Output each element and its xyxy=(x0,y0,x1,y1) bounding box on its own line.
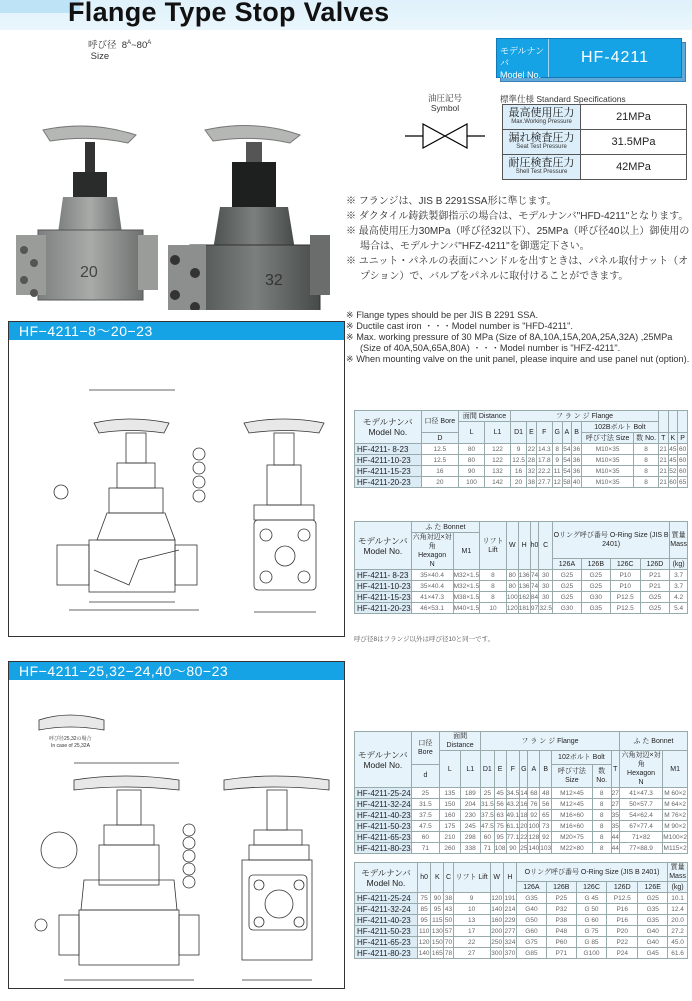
dimension-table-flange-large: モデルナンバ Model No. 口径 Bore 面間 Distance フ ラ ン ジ Flange ふ た Bonnet L L1 D1 E F G A B 102ボルト Bolt T 六角対辺×対角 Hexagon N M1 d 呼び寸法 Size 数 No. HF-4211-25-24 25 135 189 25 45 34.5 14 68 48 M12×45 8 27 41×47.3 M 60×2 HF-4211-32-24 31.5 150 204 31.5 56 43.2 16 76 56 M12×45 8 27 50×57.7 M 64×2 HF-4211-40-23 37.5 160 230 37.5 63 49.1 18 92 65 M16×60 8 35 54×62.4 M 76×2 HF-4211-50-23 47.5 175 245 47.5 75 61.1 20 100 73 M16×60 8 35 67×77.4 M 90×2 HF-4211-65-23 60 210 298 60 95 77.1 22 128 92 M20×75 8 44 71×82 M100×2 HF-4211-80-23 71 260 338 71 108 90 25 140 103 M22×80 8 44 77×88.9 M115×2 xyxy=(354,731,688,854)
svg-text:32: 32 xyxy=(265,272,283,289)
drawing-panel-large xyxy=(8,661,345,989)
table-row: HF-4211-65-23 60 210 298 60 95 77.1 22 128 92 M20×75 8 44 71×82 M100×2 xyxy=(355,832,688,843)
table-row: HF-4211-20-23 46×53.1 M40×1.5 10 120 181 97 32.5 G30 G35 P12.5 G25 5.4 xyxy=(355,603,688,614)
hydraulic-symbol xyxy=(405,93,485,151)
dimension-table-bonnet-small: モデルナンバ Model No. ふ た Bonnet リフト Lift W H h0 C Oリング呼び番号 O-Ring Size (JIS B 2401) 質量 Mass 六角対辺×対角 Hexagon N M1 126A 126B 126C 126D (kg) HF-4211- 8-23 35×40.4 M32×1.5 8 80 136 74 30 G25 G25 P10 P21 3.7 HF-4211-10-23 35×40.4 M32×1.5 8 80 136 74 30 G25 G25 P10 P21 3.7 HF-4211-15-23 41×47.3 M38×1.5 8 100 162 84 30 G25 G30 P12.5 G25 4.2 HF-4211-20-23 46×53.1 M40×1.5 10 120 181 97 32.5 G30 G35 P12.5 G25 5.4 xyxy=(354,521,688,614)
table-row: HF-4211-80-23 140 165 78 27 300 370 G85 P71 G100 P24 G45 61.6 xyxy=(355,948,688,959)
dimension-table-bonnet-large: モデルナンバ Model No. h0 K C リフト Lift W H Oリング呼び番号 O-Ring Size (JIS B 2401) 質量 Mass 126A 126B 126C 126D 126E (kg) HF-4211-25-24 75 90 38 9 120 191 G35 P25 G 45 P12.5 G25 10.1 HF-4211-32-24 85 95 43 10 140 214 G40 P32 G 50 P16 G35 12.4 HF-4211-40-23 95 115 50 13 160 229 G50 P38 G 60 P16 G35 20.0 HF-4211-50-23 110 130 57 17 200 277 G60 P48 G 75 P20 G40 27.2 HF-4211-65-23 120 150 70 22 250 324 G75 P60 G 85 P22 G40 45.0 HF-4211-80-23 140 165 78 27 300 370 G85 P71 G100 P24 G45 61.6 xyxy=(354,862,688,959)
stop-valve-symbol-icon xyxy=(405,121,485,151)
symbol-label-en: Symbol xyxy=(430,103,460,113)
size-label xyxy=(88,38,151,62)
symbol-label-jp: 油圧記号 xyxy=(427,93,462,103)
table-row: HF-4211-15-23 41×47.3 M38×1.5 8 100 162 84 30 G25 G30 P12.5 G25 4.2 xyxy=(355,592,688,603)
table-footnote: 呼び径8はフランジ以外は呼び径10と同一です。 xyxy=(354,636,495,643)
valve-drawing-large xyxy=(9,680,344,988)
table-row: HF-4211-25-24 25 135 189 25 45 34.5 14 68 48 M12×45 8 27 41×47.3 M 60×2 xyxy=(355,788,688,799)
svg-text:20: 20 xyxy=(80,264,98,281)
table-row: HF-4211-32-24 31.5 150 204 31.5 56 43.2 16 76 56 M12×45 8 27 50×57.7 M 64×2 xyxy=(355,799,688,810)
spec-title: 標準仕様 Standard Specifications xyxy=(500,94,626,104)
panel-title: HF−4211−8〜20−23 xyxy=(9,322,344,340)
size-label-jp: 呼び径 xyxy=(88,40,117,52)
size-label-en: Size xyxy=(90,51,110,63)
valve-drawing-small xyxy=(9,340,344,636)
spec-row: 耐圧検査圧力 Shell Test Pressure 42MPa xyxy=(503,155,687,180)
model-number-box xyxy=(496,38,686,82)
model-value: HF-4211 xyxy=(580,49,650,66)
table-row: HF-4211-50-23 110 130 57 17 200 277 G60 P48 G 75 P20 G40 27.2 xyxy=(355,926,688,937)
table-row: HF-4211-65-23 120 150 70 22 250 324 G75 P60 G 85 P22 G40 45.0 xyxy=(355,937,688,948)
table-row: HF-4211-20-23 20 100 142 20 38 27.7 12 58 40 M10×35 8 21 60 65 xyxy=(355,477,688,488)
svg-text:呼び径25,32の場合: 呼び径25,32の場合 xyxy=(49,736,92,742)
table-row: HF-4211-32-24 85 95 43 10 140 214 G40 P32 G 50 P16 G35 12.4 xyxy=(355,904,688,915)
product-photo xyxy=(10,95,335,310)
table-row: HF-4211-10-23 12.5 80 122 12.5 28 17.8 9 54 36 M10×35 8 21 45 60 xyxy=(355,455,688,466)
table-row: HF-4211-10-23 35×40.4 M32×1.5 8 80 136 74 30 G25 G25 P10 P21 3.7 xyxy=(355,581,688,592)
svg-text:In case of 25,32A: In case of 25,32A xyxy=(51,743,90,749)
header-banner xyxy=(0,0,692,30)
notes-english: ※ Flange types should be per JIS B 2291 SSA. ※ Ductile cast iron ・・・Model number is "HFD-4211". ※ Max. working pressure of 30 MPa (Size of 8A,10A,15A,20A,25A,32A) ,25MPa (Size of 40A,50A,65A,80A) ・・・Model number is "HFZ-4211". ※ When mounting valve on the unit panel, please inquire and use panel nut (option). xyxy=(346,310,690,364)
table-row: HF-4211-40-23 95 115 50 13 160 229 G50 P38 G 60 P16 G35 20.0 xyxy=(355,915,688,926)
table-row: HF-4211-50-23 47.5 175 245 47.5 75 61.1 20 100 73 M16×60 8 35 67×77.4 M 90×2 xyxy=(355,821,688,832)
table-row: HF-4211-40-23 37.5 160 230 37.5 63 49.1 18 92 65 M16×60 8 35 54×62.4 M 76×2 xyxy=(355,810,688,821)
panel-title: HF−4211−25,32−24,40〜80−23 xyxy=(9,662,344,680)
table-row: HF-4211-25-24 75 90 38 9 120 191 G35 P25 G 45 P12.5 G25 10.1 xyxy=(355,893,688,904)
drawing-panel-small xyxy=(8,321,345,637)
page-title: Flange Type Stop Valves xyxy=(68,0,390,27)
col-model: モデルナンバ Model No. xyxy=(355,411,422,444)
model-label: モデルナンバ Model No. xyxy=(497,39,549,77)
size-range: $8^A\sim 80^A$ xyxy=(121,40,152,52)
table-row: HF-4211-80-23 71 260 338 71 108 90 25 140 103 M22×80 8 44 77×88.9 M115×2 xyxy=(355,843,688,854)
spec-table xyxy=(502,104,687,180)
table-row: HF-4211- 8-23 12.5 80 122 9 22 14.3 8 54 36 M10×35 8 21 45 60 xyxy=(355,444,688,455)
spec-row: 漏れ検査圧力 Seat Test Pressure 31.5MPa xyxy=(503,130,687,155)
dimension-table-flange-small: モデルナンバ Model No. 口径 Bore 面間 Distance フ ラ ン ジ Flange L L1 D1 E F G A B 102Bボルト Bolt D 呼び寸法 Size 数 No. T K P HF-4211- 8-23 12.5 80 122 9 22 14.3 8 54 36 M10×35 8 21 45 60 HF-4211-10-23 12.5 80 122 12.5 28 17.8 9 54 36 M10×35 8 21 45 60 HF-4211-15-23 16 90 132 16 32 22.2 11 54 36 M10×35 8 21 52 60 HF-4211-20-23 20 100 142 20 38 27.7 12 58 40 M10×35 8 21 60 65 xyxy=(354,410,688,488)
spec-row: 最高使用圧力 Max.Working Pressure 21MPa xyxy=(503,105,687,130)
notes-japanese: ※ フランジは、JIS B 2291SSA形に準じます。 ※ ダクタイル鋳鉄製御指示の場合は、モデルナンバ"HFD-4211"となります。 ※ 最高使用圧力30MPa（呼び径32以下）、25MPa（呼び径40以上）御使用の場合は、モデルナンバ"HFZ-4211"を御選定下さい。 ※ ユニット・パネルの表面にハンドルを出すときは、パネル取付ナット（オプション）で、バルブをパネルに取付けることができます。 xyxy=(346,196,690,282)
table-row: HF-4211-15-23 16 90 132 16 32 22.2 11 54 36 M10×35 8 21 52 60 xyxy=(355,466,688,477)
table-row: HF-4211- 8-23 35×40.4 M32×1.5 8 80 136 74 30 G25 G25 P10 P21 3.7 xyxy=(355,570,688,581)
